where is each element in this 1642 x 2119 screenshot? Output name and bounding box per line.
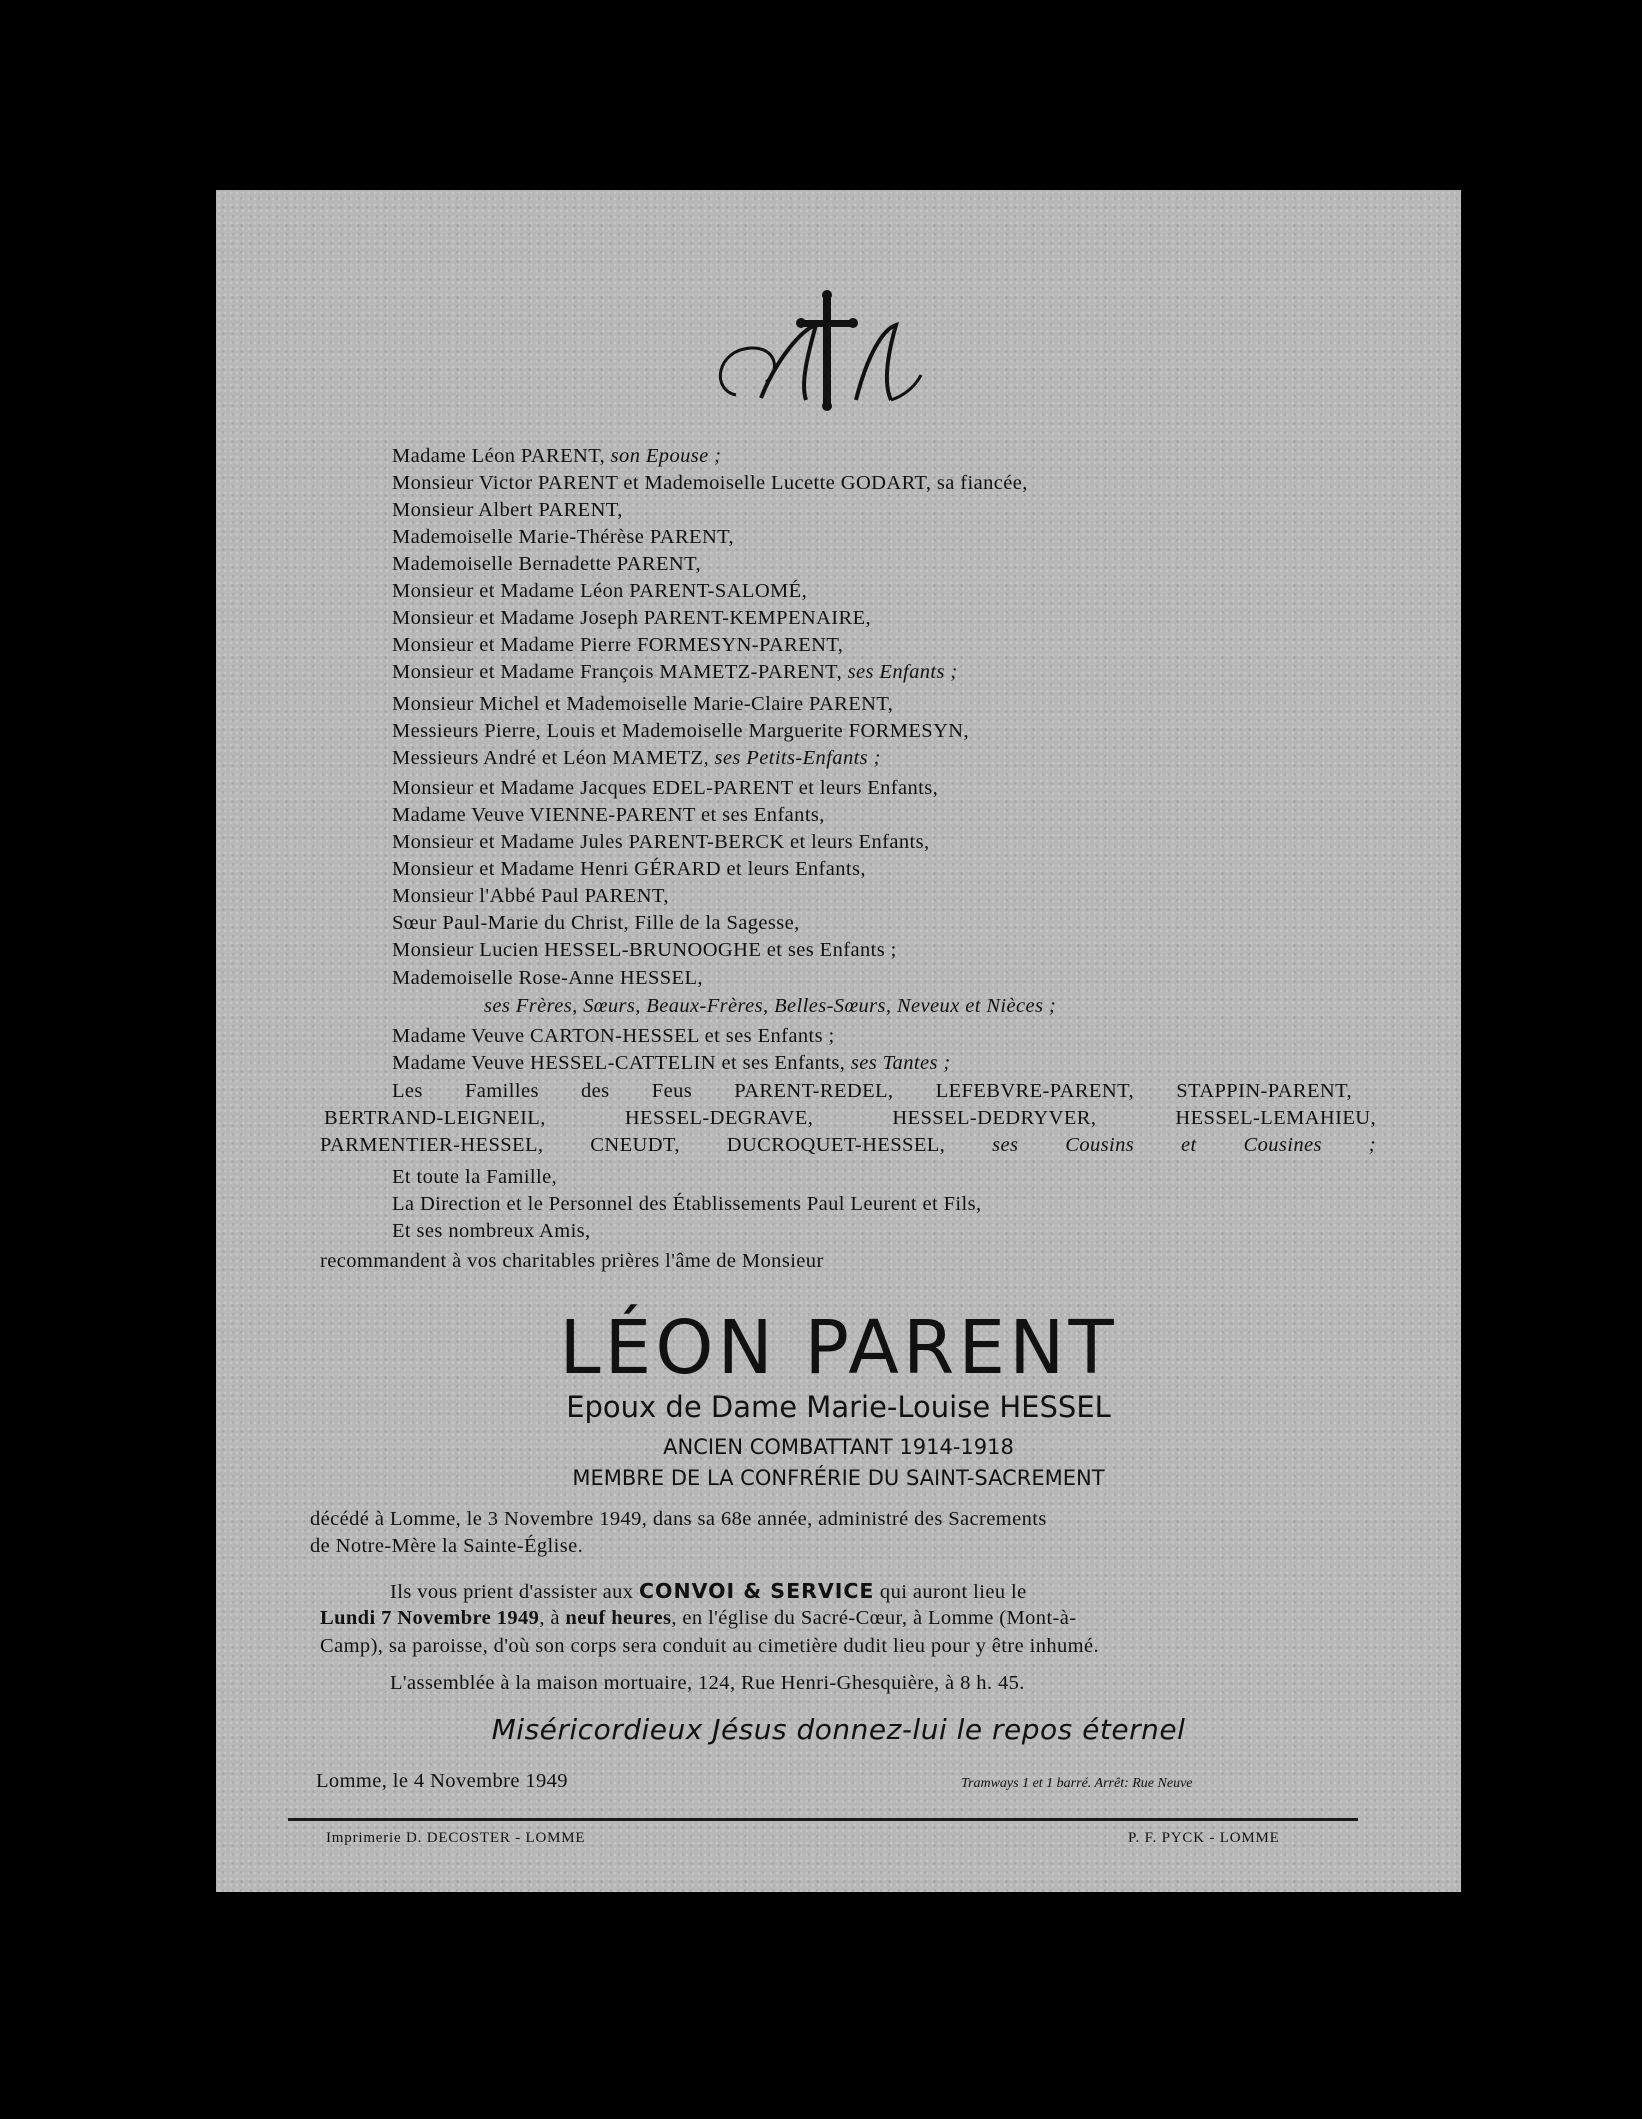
family-line xyxy=(392,1193,982,1216)
family-line xyxy=(392,553,701,576)
family-line-text: PARMENTIER-HESSEL, CNEUDT, DUCROQUET-HESSEL, xyxy=(320,1134,993,1156)
family-line-text: Madame Veuve CARTON-HESSEL et ses Enfants ; xyxy=(392,1025,835,1047)
family-line-text: Monsieur Michel et Mademoiselle Marie-Claire PARENT, xyxy=(392,693,894,715)
family-line xyxy=(392,720,969,743)
family-line xyxy=(392,499,623,522)
family-line xyxy=(392,1025,835,1048)
family-line xyxy=(392,939,897,962)
family-line-text: BERTRAND-LEIGNEIL, HESSEL-DEGRAVE, HESSEL-DEDRYVER, HESSEL-LEMAHIEU, xyxy=(324,1107,1376,1129)
deceased-name: LÉON PARENT xyxy=(559,1305,1118,1391)
family-line xyxy=(392,831,930,854)
invite-text-g: , en l'église du Sacré-Cœur, à Lomme (Mont-à- xyxy=(671,1607,1077,1629)
family-line-text: La Direction et le Personnel des Établissements Paul Leurent et Fils, xyxy=(392,1193,982,1215)
family-line xyxy=(392,1166,557,1189)
family-line xyxy=(392,777,938,800)
title-confrerie: MEMBRE DE LA CONFRÉRIE DU SAINT-SACREMENT xyxy=(572,1466,1105,1490)
funeral-notice xyxy=(216,190,1461,1892)
motto: Miséricordieux Jésus donnez-lui le repos éternel xyxy=(491,1713,1186,1746)
family-line xyxy=(320,1134,1376,1157)
family-line-text: Monsieur l'Abbé Paul PARENT, xyxy=(392,885,669,907)
family-line-text: Monsieur et Madame Léon PARENT-SALOMÉ, xyxy=(392,580,808,602)
family-line-relation: ses Petits-Enfants ; xyxy=(714,747,881,769)
invite-line-2 xyxy=(320,1607,1077,1630)
family-line-text: Monsieur et Madame Henri GÉRARD et leurs Enfants, xyxy=(392,858,866,880)
family-line xyxy=(484,995,1056,1018)
family-line-text: Et ses nombreux Amis, xyxy=(392,1220,591,1242)
invite-line-3: Camp), sa paroisse, d'où son corps sera conduit au cimetière dudit lieu pour y être inhumé. xyxy=(320,1635,1100,1657)
convoi-service: CONVOI & SERVICE xyxy=(638,1579,875,1603)
family-line xyxy=(392,912,800,935)
family-line xyxy=(392,1080,1352,1103)
family-line-text: Mademoiselle Marie-Thérèse PARENT, xyxy=(392,526,735,548)
family-line-text: Monsieur Lucien HESSEL-BRUNOOGHE et ses Enfants ; xyxy=(392,939,897,961)
family-line-text: Madame Léon PARENT, xyxy=(392,445,611,467)
family-line-text: Les Familles des Feus PARENT-REDEL, LEFEBVRE-PARENT, STAPPIN-PARENT, xyxy=(392,1080,1352,1102)
place-date: Lomme, le 4 Novembre 1949 xyxy=(316,1770,568,1792)
family-line-text: Monsieur Victor PARENT et Mademoiselle Lucette GODART, sa fiancée, xyxy=(392,472,1028,494)
family-line-text: Messieurs André et Léon MAMETZ, xyxy=(392,747,715,769)
assembly-line: L'assemblée à la maison mortuaire, 124, Rue Henri-Ghesquière, à 8 h. 45. xyxy=(390,1672,1025,1694)
family-line xyxy=(392,526,734,549)
invite-time: neuf heures xyxy=(565,1607,672,1629)
family-line-text: Mademoiselle Bernadette PARENT, xyxy=(392,553,702,575)
family-line xyxy=(392,607,871,630)
family-line xyxy=(392,1220,591,1243)
invite-text-c: qui auront lieu le xyxy=(874,1581,1027,1603)
family-line-relation: ses Frères, Sœurs, Beaux-Frères, Belles-Sœurs, Neveux et Nièces ; xyxy=(484,995,1057,1017)
family-line xyxy=(392,580,807,603)
family-line-relation: ses Enfants ; xyxy=(847,661,958,683)
family-line-text: Sœur Paul-Marie du Christ, Fille de la Sagesse, xyxy=(392,912,800,934)
family-line xyxy=(392,1052,951,1075)
family-line xyxy=(392,885,669,908)
family-line xyxy=(392,445,721,468)
tram-info: Tramways 1 et 1 barré. Arrêt: Rue Neuve xyxy=(961,1776,1193,1791)
printer-right: P. F. PYCK - LOMME xyxy=(1128,1830,1280,1846)
family-line-text: Monsieur Albert PARENT, xyxy=(392,499,623,521)
family-line-text: Madame Veuve HESSEL-CATTELIN et ses Enfants, xyxy=(392,1052,851,1074)
title-veteran: ANCIEN COMBATTANT 1914-1918 xyxy=(663,1435,1014,1459)
family-line xyxy=(392,661,958,684)
family-line-relation: ses Cousins et Cousines ; xyxy=(992,1134,1376,1156)
family-line-text: Monsieur et Madame François MAMETZ-PARENT, xyxy=(392,661,848,683)
divider xyxy=(288,1818,1358,1821)
family-line-text: Monsieur et Madame Pierre FORMESYN-PARENT, xyxy=(392,634,844,656)
invite-date: Lundi 7 Novembre 1949 xyxy=(320,1607,540,1629)
family-line xyxy=(324,1107,1376,1130)
family-line-text: Monsieur et Madame Jacques EDEL-PARENT et leurs Enfants, xyxy=(392,777,939,799)
family-line-relation: son Epouse ; xyxy=(610,445,722,467)
family-line-text: Et toute la Famille, xyxy=(392,1166,558,1188)
family-line xyxy=(392,967,703,990)
invite-text-a: Ils vous prient d'assister aux xyxy=(390,1581,639,1603)
invite-text-e: , à xyxy=(539,1607,566,1629)
family-line xyxy=(392,472,1028,495)
family-line-text: Messieurs Pierre, Louis et Mademoiselle Marguerite FORMESYN, xyxy=(392,720,970,742)
printer-left: Imprimerie D. DECOSTER - LOMME xyxy=(326,1830,586,1846)
family-line xyxy=(392,747,881,770)
cross-monogram-icon xyxy=(706,290,966,420)
family-line-relation: ses Tantes ; xyxy=(850,1052,951,1074)
family-line-text: Mademoiselle Rose-Anne HESSEL, xyxy=(392,967,703,989)
death-line-2: de Notre-Mère la Sainte-Église. xyxy=(310,1535,584,1557)
family-line xyxy=(392,804,825,827)
death-line-1: décédé à Lomme, le 3 Novembre 1949, dans sa 68e année, administré des Sacrements xyxy=(310,1508,1047,1530)
family-line xyxy=(392,634,843,657)
recommend-line: recommandent à vos charitables prières l'âme de Monsieur xyxy=(320,1250,824,1272)
spouse-line: Epoux de Dame Marie-Louise HESSEL xyxy=(566,1390,1111,1424)
invite-line-1 xyxy=(390,1579,1027,1604)
family-line-text: Monsieur et Madame Joseph PARENT-KEMPENAIRE, xyxy=(392,607,872,629)
family-line xyxy=(392,858,866,881)
family-line-text: Monsieur et Madame Jules PARENT-BERCK et leurs Enfants, xyxy=(392,831,930,853)
family-line xyxy=(392,693,893,716)
family-line-text: Madame Veuve VIENNE-PARENT et ses Enfants, xyxy=(392,804,825,826)
